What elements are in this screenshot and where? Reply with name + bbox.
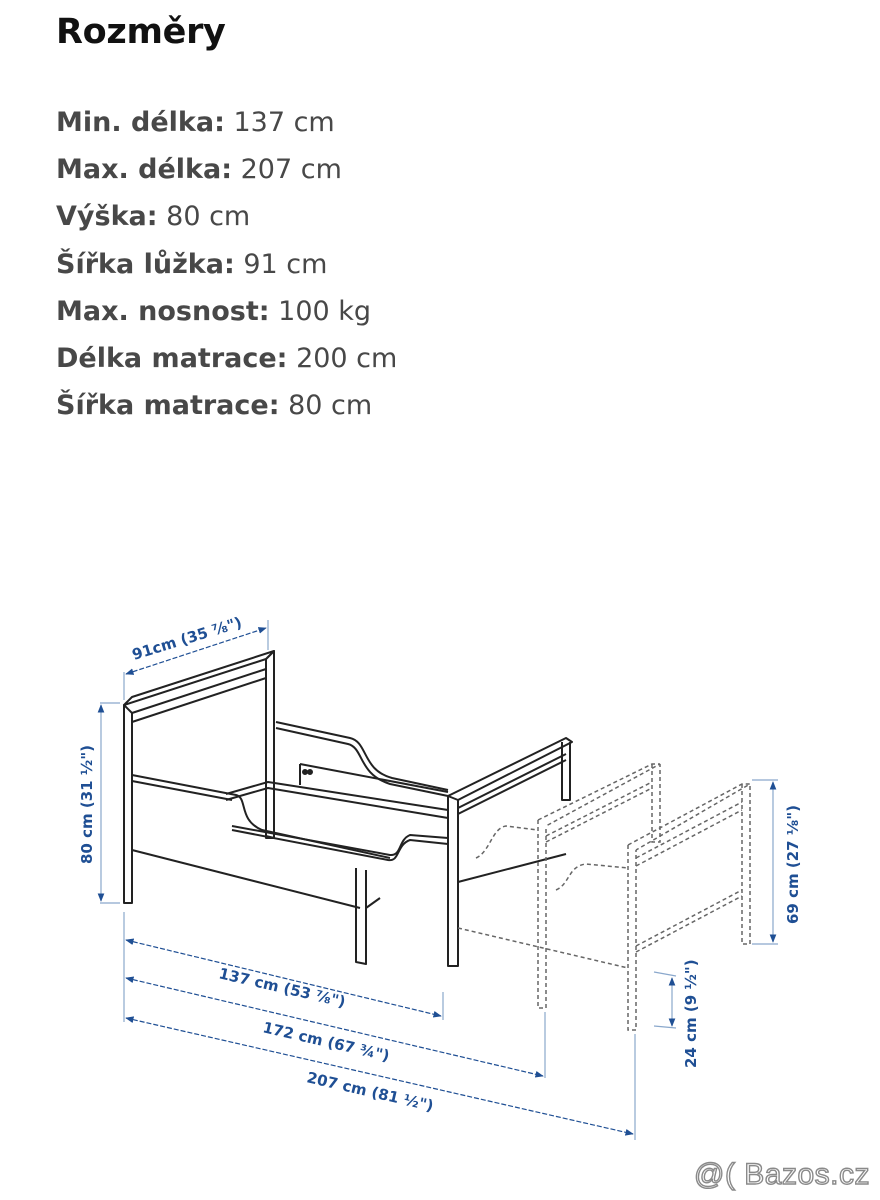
dimension-lines [100,620,778,1140]
dim-height-label: 80 cm (31 ½") [78,745,96,864]
spec-label: Min. délka: [56,107,225,138]
dim-mid-length-label: 172 cm (67 ¾") [261,1018,392,1066]
spec-bed-width [56,244,397,291]
spec-value: 200 cm [296,342,398,374]
dim-width-label: 91cm (35 ⅞") [129,613,244,664]
spec-label: Max. délka: [56,154,233,186]
spec-label: Šířka lůžka: [56,248,235,280]
bazos-watermark: @( Bazos.cz [694,1158,870,1191]
dim-clearance-label: 24 cm (9 ½") [682,959,700,1068]
dim-footboard-height-label: 69 cm (27 ⅛") [784,805,802,924]
spec-mattress-width [56,385,397,432]
spec-list [56,102,397,432]
bed-frame-solid [124,651,572,966]
spec-value: 80 cm [288,390,373,422]
spec-label: Délka matrace: [56,342,288,374]
spec-min-length [56,102,397,149]
spec-mattress-length [56,338,397,385]
spec-height [56,196,397,243]
spec-value: 207 cm [240,154,342,186]
dim-max-length-label: 207 cm (81 ½") [305,1068,436,1116]
spec-label: Max. nosnost: [56,295,270,327]
spec-max-load [56,291,397,338]
spec-label: Šířka matrace: [56,390,280,422]
dim-min-length-label: 137 cm (53 ⅞") [217,964,348,1012]
bed-dimension-drawing [0,560,880,1160]
bed-extension-dashed [458,764,750,1030]
spec-value: 137 cm [233,107,335,138]
spec-label: Výška: [56,201,158,233]
spec-value: 91 cm [243,248,328,280]
spec-value: 80 cm [166,201,251,233]
spec-value: 100 kg [278,295,372,327]
spec-max-length [56,149,397,196]
page-title: Rozměry [56,12,226,52]
